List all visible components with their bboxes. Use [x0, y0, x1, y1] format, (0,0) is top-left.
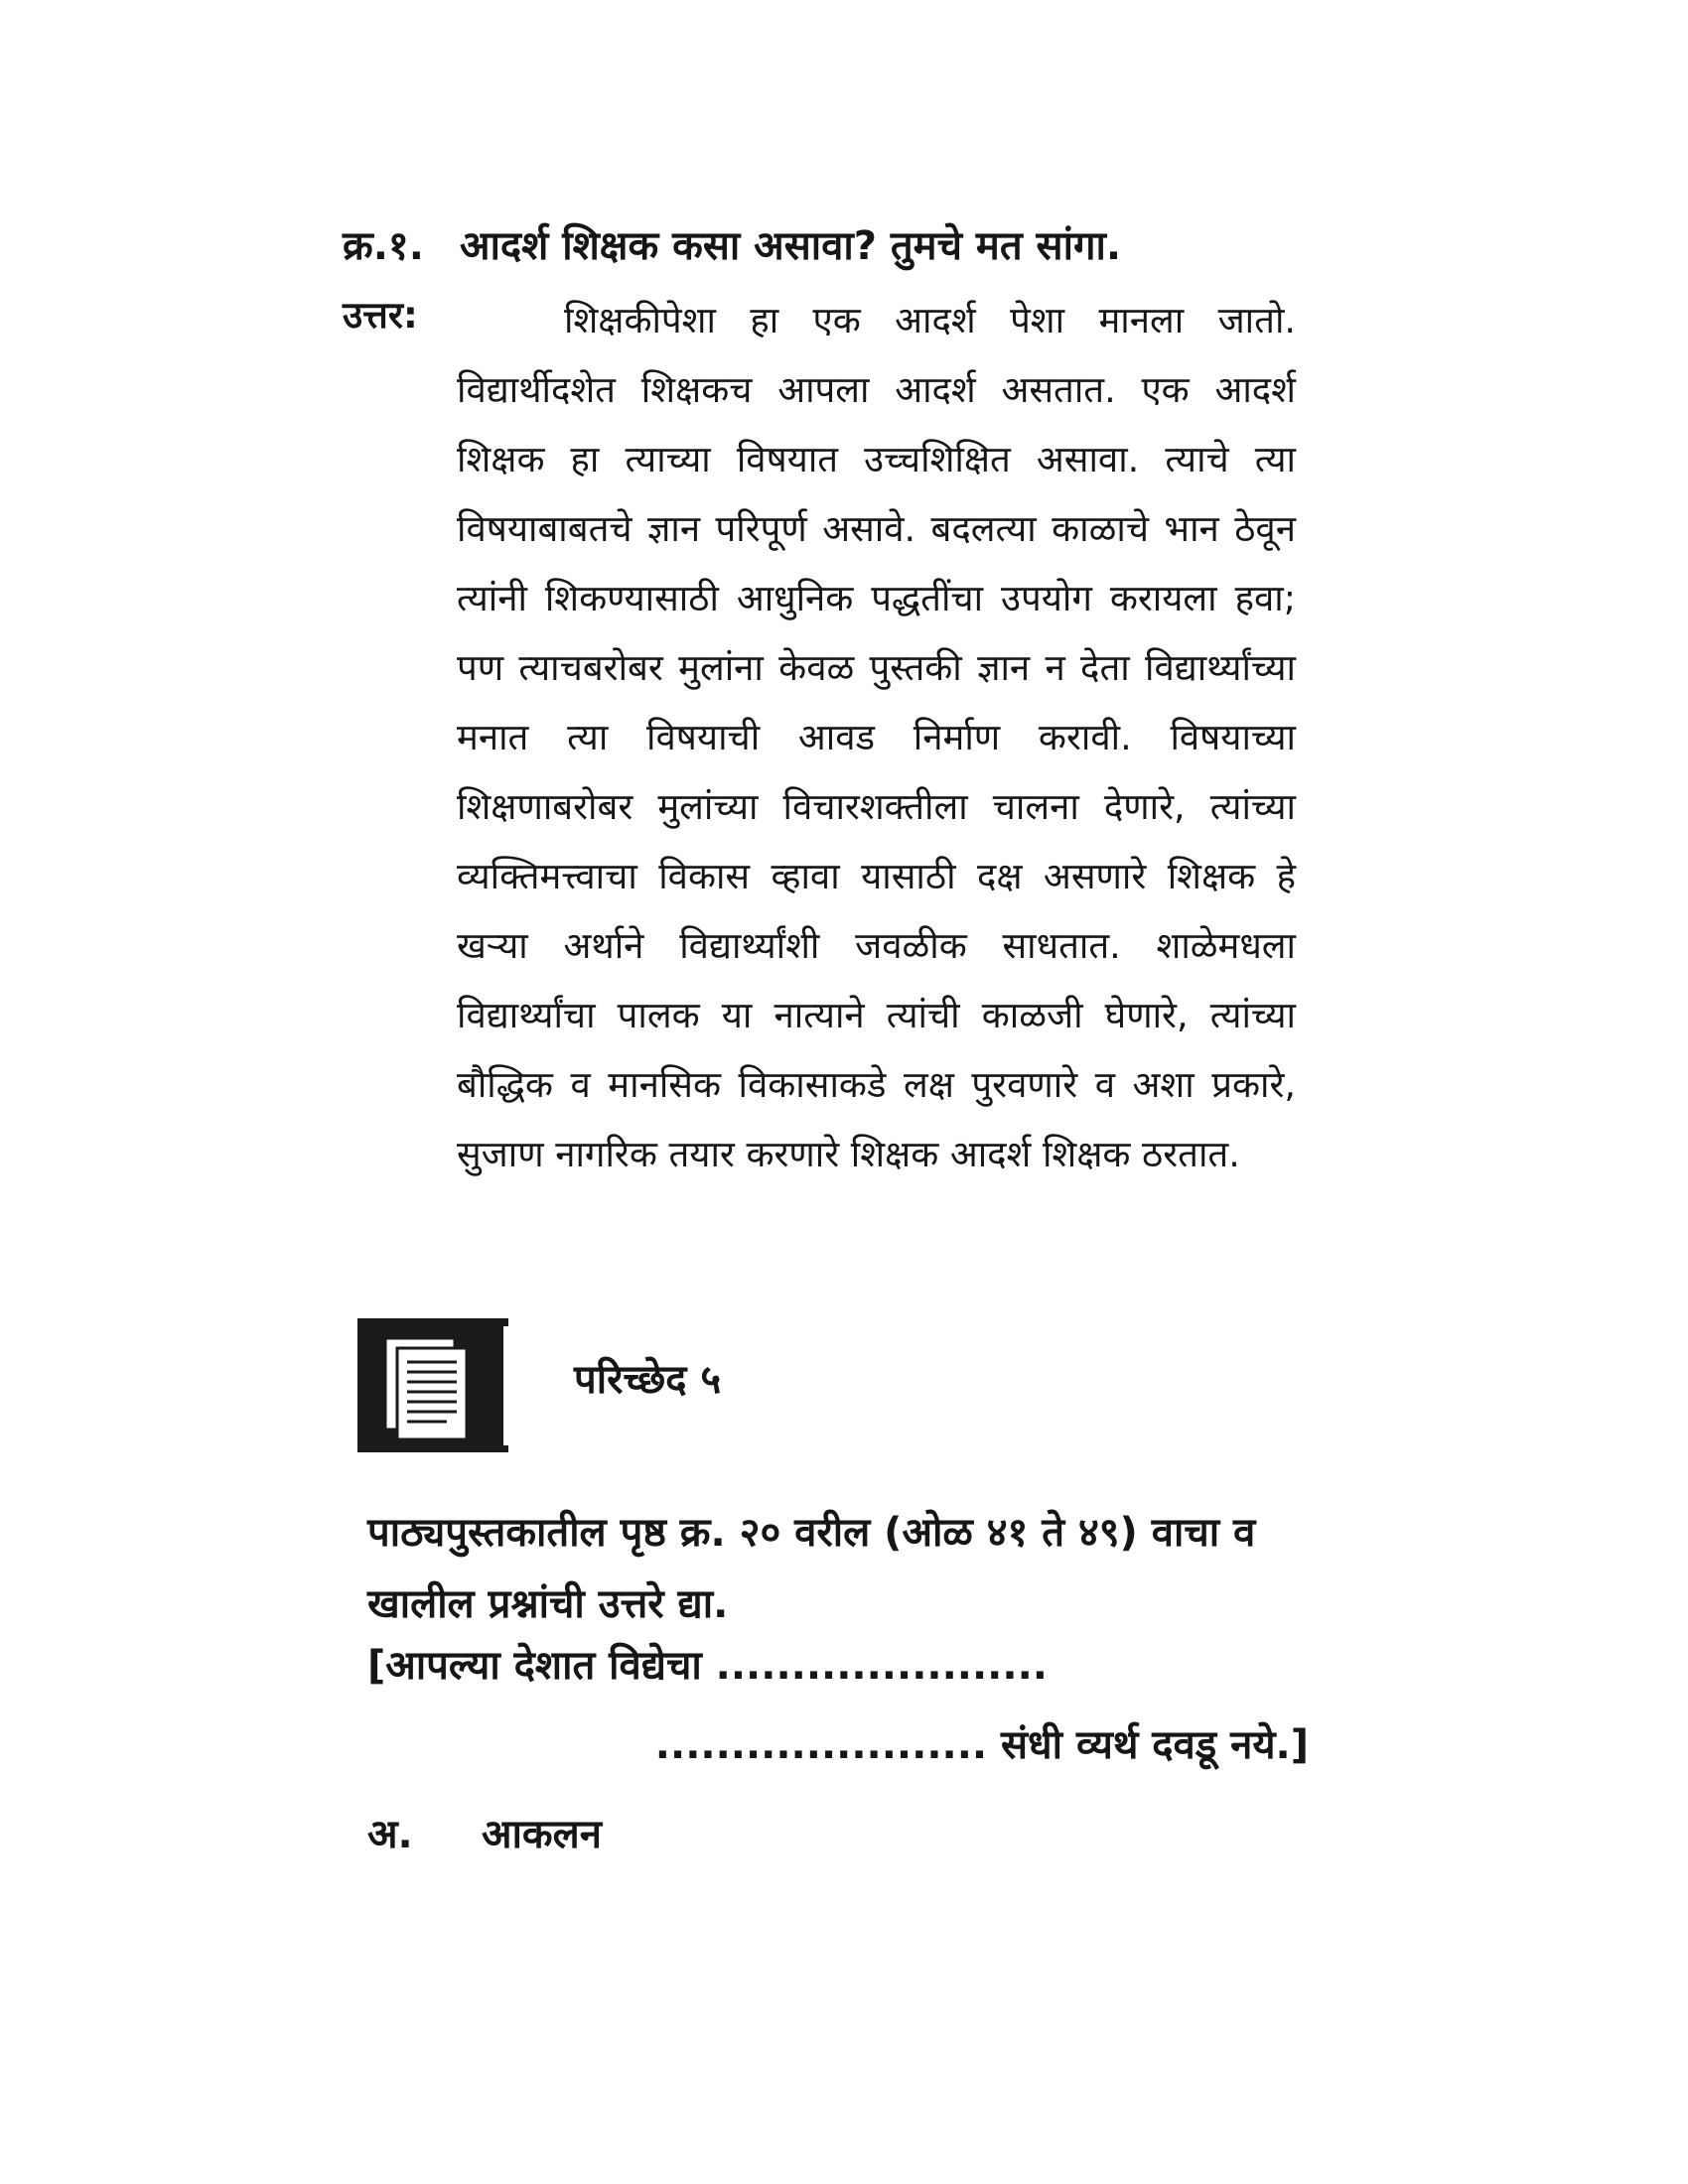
- answer-label: उत्तर:: [343, 294, 418, 337]
- answer-text: शिक्षकीपेशा हा एक आदर्श पेशा मानला जातो. विद्यार्थीदशेत शिक्षकच आपला आदर्श असतात. एक आदर्श शिक्षक हा त्याच्या विषयात उच्चशिक्षित असावा. त्याचे त्या विषयाबाबतचे ज्ञान परिपूर्ण असावे. बदलत्या काळाचे भान ठेवून त्यांनी शिकण्यासाठी आधुनिक पद्धतींचा उपयोग करायला हवा; पण त्याचबरोबर मुलांना केवळ पुस्तकी ज्ञान न देता विद्यार्थ्यांच्या मनात त्या विषयाची आवड निर्माण करावी. विषयाच्या शिक्षणाबरोबर मुलांच्या विचारशक्तीला चालना देणारे, त्यांच्या व्यक्तिमत्त्वाचा विकास व्हावा यासाठी दक्ष असणारे शिक्षक हे खऱ्या अर्थाने विद्यार्थ्यांशी जवळीक साधतात. शाळेमधला विद्यार्थ्यांचा पालक या नात्याने त्यांची काळजी घेणारे, त्यांच्या बौद्धिक व मानसिक विकासाकडे लक्ष पुरवणारे व अशा प्रकारे, सुजाण नागरिक तयार करणारे शिक्षक आदर्श शिक्षक ठरतात.: [457, 299, 1296, 1175]
- question-heading: [343, 216, 1336, 276]
- document-icon: [357, 1318, 516, 1452]
- instruction-text: पाठ्यपुस्तकातील पृष्ठ क्र. २० वरील (ओळ ४१ ते ४९) वाचा व खालील प्रश्नांची उत्तरे द्या.: [367, 1510, 1256, 1627]
- subsection-title: आकलन: [482, 1812, 602, 1857]
- question-text: आदर्श शिक्षक कसा असावा? तुमचे मत सांगा.: [460, 223, 1122, 269]
- section-title: परिच्छेद ५: [574, 1357, 722, 1403]
- excerpt-end: ...................... संधी व्यर्थ दवडू नये.]: [654, 1722, 1309, 1768]
- excerpt-start: [आपल्या देशात विद्येचा ......................: [367, 1643, 1048, 1689]
- question-number: क्र.१.: [343, 223, 424, 269]
- subsection-heading: [367, 1805, 602, 1864]
- subsection-marker: अ.: [367, 1812, 413, 1857]
